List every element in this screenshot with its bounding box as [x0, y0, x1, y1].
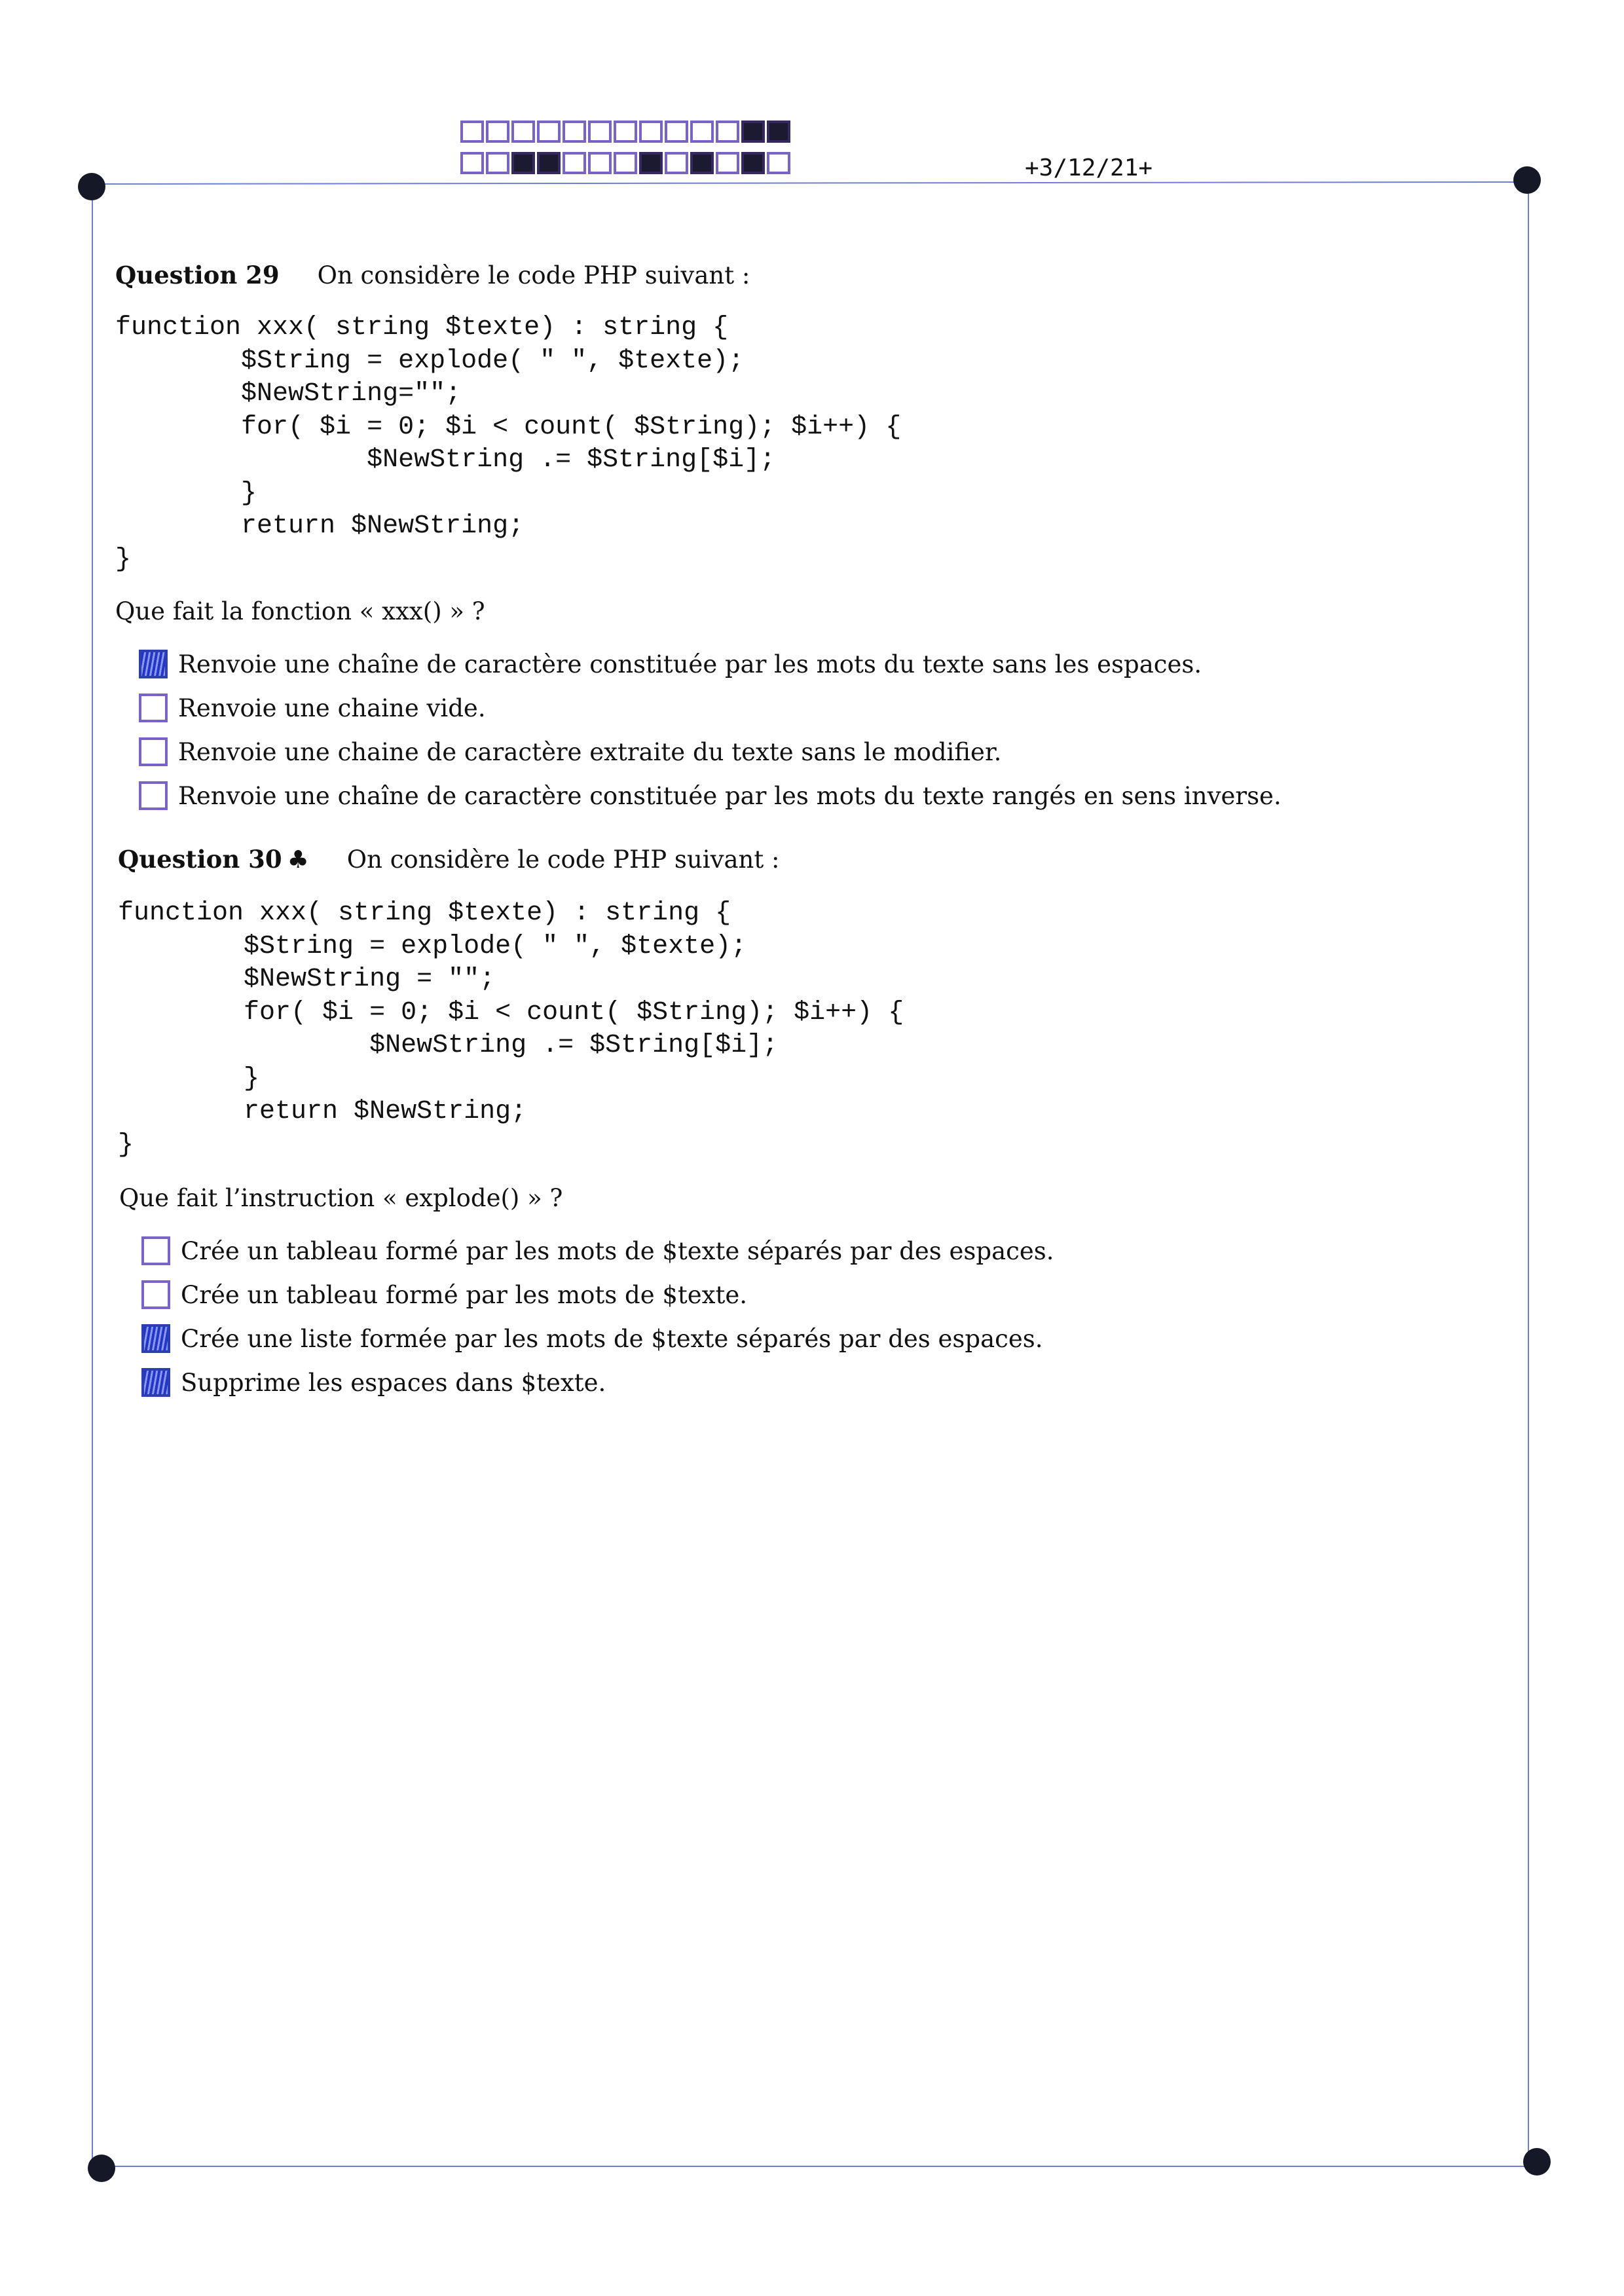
- question-29-code: [115, 312, 901, 576]
- code-line: function xxx( string $texte) : string {: [115, 313, 729, 343]
- code-line: $NewString .= $String[$i];: [115, 445, 776, 475]
- frame-right-border: [1528, 181, 1529, 2165]
- barcode-cell: [537, 120, 561, 143]
- code-line: $NewString .= $String[$i];: [118, 1031, 779, 1060]
- answer-label: Crée un tableau formé par les mots de $texte.: [181, 1280, 748, 1309]
- barcode-cell: [486, 120, 509, 143]
- answer-label: Renvoie une chaîne de caractère constituée par les mots du texte rangés en sens inverse.: [178, 781, 1282, 810]
- barcode-cell: [511, 120, 535, 143]
- barcode-cell: [563, 120, 586, 143]
- club-icon: ♣: [287, 845, 309, 874]
- corner-mark-top-right: [1513, 166, 1541, 194]
- question-29-prompt: Que fait la fonction « xxx() » ?: [115, 597, 485, 625]
- barcode-cell: [767, 120, 790, 143]
- barcode-cell: [563, 152, 586, 174]
- barcode-cell: [639, 120, 663, 143]
- question-number-text: Question 30: [118, 845, 282, 874]
- question-29-answer-2[interactable]: [139, 694, 486, 722]
- question-intro: On considère le code PHP suivant :: [346, 845, 780, 874]
- barcode-cell: [741, 120, 765, 143]
- code-line: }: [118, 1130, 134, 1160]
- question-29-answer-4[interactable]: [139, 781, 1282, 810]
- question-29-answer-3[interactable]: [139, 737, 1001, 766]
- question-30-answer-3[interactable]: [141, 1324, 1043, 1353]
- question-number: [118, 845, 309, 874]
- barcode-cell: [716, 152, 739, 174]
- corner-mark-bottom-left: [88, 2155, 115, 2182]
- barcode-cell: [460, 120, 484, 143]
- answer-checkbox[interactable]: [141, 1280, 170, 1309]
- barcode-cell: [511, 152, 535, 174]
- answer-label: Renvoie une chaine vide.: [178, 694, 486, 722]
- question-29-answer-1[interactable]: [139, 650, 1202, 678]
- answer-label: Renvoie une chaine de caractère extraite du texte sans le modifier.: [178, 737, 1002, 766]
- code-line: $String = explode( " ", $texte);: [118, 931, 747, 961]
- frame-bottom-border: [100, 2166, 1538, 2167]
- barcode-cell: [588, 120, 612, 143]
- code-line: }: [118, 1064, 260, 1094]
- question-30-code: [118, 897, 904, 1162]
- code-line: $NewString = "";: [118, 965, 496, 994]
- code-line: }: [115, 478, 257, 508]
- barcode-cell: [716, 120, 739, 143]
- corner-mark-top-left: [78, 173, 105, 200]
- answer-checkbox[interactable]: [139, 737, 168, 766]
- question-30-prompt: Que fait l’instruction « explode() » ?: [119, 1184, 563, 1212]
- barcode-cell: [741, 152, 765, 174]
- barcode-cell: [767, 152, 790, 174]
- code-line: for( $i = 0; $i < count( $String); $i++) {: [115, 412, 902, 442]
- question-intro: On considère le code PHP suivant :: [317, 261, 750, 289]
- corner-mark-bottom-right: [1523, 2148, 1551, 2176]
- answer-checkbox[interactable]: [139, 694, 168, 722]
- code-line: function xxx( string $texte) : string {: [118, 898, 731, 928]
- code-line: for( $i = 0; $i < count( $String); $i++) {: [118, 997, 904, 1028]
- question-30-answer-4[interactable]: [141, 1368, 606, 1397]
- barcode-cell: [639, 152, 663, 174]
- answer-checkbox[interactable]: [141, 1368, 170, 1397]
- barcode-cell: [690, 120, 714, 143]
- barcode-cell: [690, 152, 714, 174]
- barcode-cell: [614, 152, 637, 174]
- barcode-cell: [588, 152, 612, 174]
- question-29-header: [115, 261, 750, 289]
- question-number: Question 29: [115, 261, 280, 289]
- code-line: return $NewString;: [115, 511, 525, 541]
- code-line: }: [115, 544, 132, 574]
- answer-checkbox[interactable]: [139, 781, 168, 810]
- barcode-cell: [537, 152, 561, 174]
- barcode-row-2: [460, 152, 792, 174]
- answer-label: Supprime les espaces dans $texte.: [181, 1368, 606, 1397]
- question-30-answer-2[interactable]: [141, 1280, 747, 1309]
- frame-top-border: [92, 181, 1528, 185]
- answer-label: Crée une liste formée par les mots de $texte séparés par des espaces.: [181, 1324, 1043, 1353]
- frame-left-border: [92, 183, 93, 2168]
- barcode-cell: [614, 120, 637, 143]
- question-30-answer-1[interactable]: [141, 1236, 1054, 1265]
- code-line: $String = explode( " ", $texte);: [115, 346, 745, 376]
- answer-checkbox[interactable]: [141, 1236, 170, 1265]
- barcode-row-1: [460, 120, 792, 143]
- answer-label: Crée un tableau formé par les mots de $texte séparés par des espaces.: [181, 1236, 1054, 1265]
- answer-label: Renvoie une chaîne de caractère constituée par les mots du texte sans les espaces.: [178, 650, 1202, 678]
- barcode-cell: [486, 152, 509, 174]
- answer-checkbox[interactable]: [139, 650, 168, 678]
- answer-checkbox[interactable]: [141, 1324, 170, 1353]
- barcode-cell: [665, 152, 688, 174]
- barcode-cell: [665, 120, 688, 143]
- barcode-cell: [460, 152, 484, 174]
- code-line: return $NewString;: [118, 1097, 527, 1126]
- question-30-header: [118, 845, 779, 874]
- code-line: $NewString="";: [115, 379, 462, 409]
- page-id: +3/12/21+: [1025, 155, 1153, 181]
